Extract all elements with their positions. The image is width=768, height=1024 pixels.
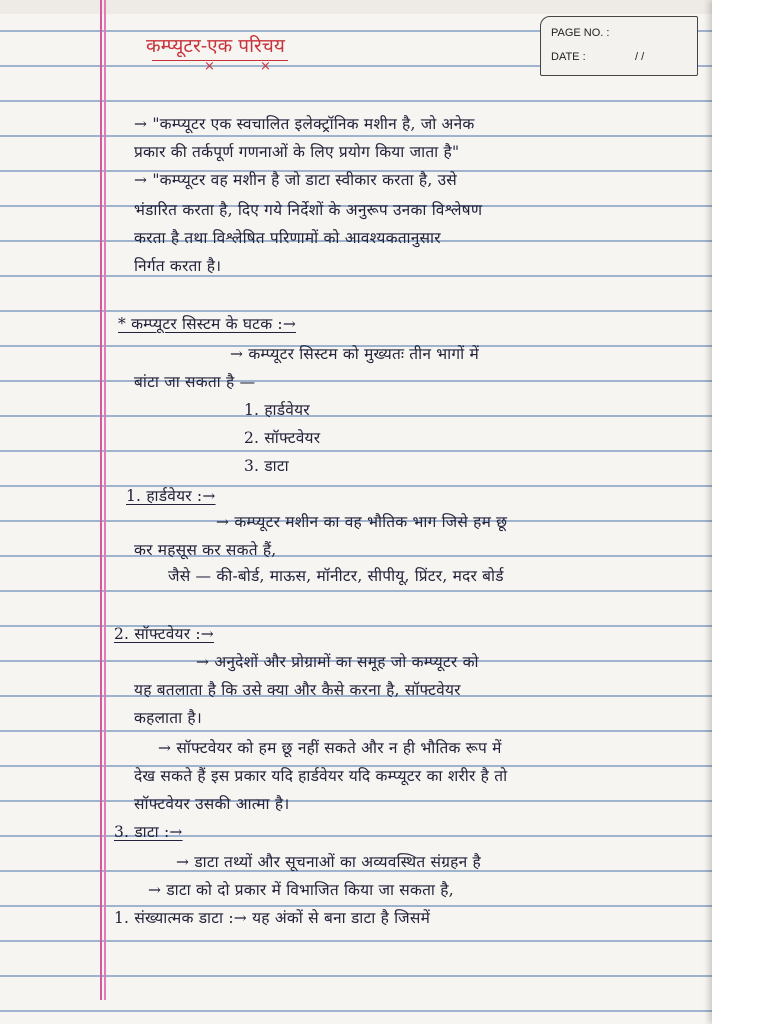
text-line: बांटा जा सकता है — xyxy=(134,373,256,391)
text-line: 1. संख्यात्मक डाटा :→ यह अंकों से बना डाटा है जिसमें xyxy=(114,909,431,927)
text-line: → अनुदेशों और प्रोग्रामों का समूह जो कम्प्यूटर को xyxy=(196,653,479,671)
date-label: DATE : xyxy=(551,51,586,63)
section-heading: 3. डाटा :→ xyxy=(114,823,183,841)
text-line: → डाटा को दो प्रकार में विभाजित किया जा सकता है, xyxy=(148,881,454,899)
text-line: → कम्प्यूटर सिस्टम को मुख्यतः तीन भागों में xyxy=(230,345,479,363)
text-line: सॉफ्टवेयर उसकी आत्मा है। xyxy=(134,795,290,813)
section-heading: 1. हार्डवेयर :→ xyxy=(126,487,216,505)
text-line: → कम्प्यूटर मशीन का वह भौतिक भाग जिसे हम छू xyxy=(216,513,508,531)
text-line: जैसे — की-बोर्ड, माऊस, मॉनीटर, सीपीयू, प्रिंटर, मदर बोर्ड xyxy=(168,567,504,585)
text-line: → "कम्प्यूटर एक स्वचालित इलेक्ट्रॉनिक मशीन है, जो अनेक xyxy=(134,115,475,133)
text-line: यह बतलाता है कि उसे क्या और कैसे करना है, सॉफ्टवेयर xyxy=(134,681,461,699)
margin-line-inner xyxy=(104,0,106,1000)
text-line: देख सकते हैं इस प्रकार यदि हार्डवेयर यदि कम्प्यूटर का शरीर है तो xyxy=(134,767,508,785)
underline-mark: × xyxy=(204,59,215,74)
text-line: → डाटा तथ्यों और सूचनाओं का अव्यवस्थित संग्रहन है xyxy=(176,853,481,871)
list-item: 1. हार्डवेयर xyxy=(244,401,310,419)
section-heading: * कम्प्यूटर सिस्टम के घटक :→ xyxy=(118,315,297,333)
section-heading: 2. सॉफ्टवेयर :→ xyxy=(114,625,214,643)
text-line: कर महसूस कर सकते हैं, xyxy=(134,541,277,559)
title-underline xyxy=(152,60,288,79)
page-right-edge xyxy=(712,0,768,1024)
text-line: कहलाता है। xyxy=(134,709,202,727)
page-no-label: PAGE NO. : xyxy=(551,27,610,39)
text-line: निर्गत करता है। xyxy=(134,257,222,275)
margin-line xyxy=(100,0,102,1000)
date-value: / / xyxy=(635,51,645,63)
underline-mark: × xyxy=(260,59,271,74)
text-line: → सॉफ्टवेयर को हम छू नहीं सकते और न ही भौतिक रूप में xyxy=(158,739,502,757)
list-item: 3. डाटा xyxy=(244,457,289,475)
text-line: करता है तथा विश्लेषित परिणामों को आवश्यकतानुसार xyxy=(134,229,441,247)
list-item: 2. सॉफ्टवेयर xyxy=(244,429,321,447)
page-top-edge xyxy=(0,0,712,14)
page-header-box xyxy=(540,16,698,76)
text-line: प्रकार की तर्कपूर्ण गणनाओं के लिए प्रयोग किया जाता है" xyxy=(134,143,460,161)
text-line: → "कम्प्यूटर वह मशीन है जो डाटा स्वीकार करता है, उसे xyxy=(134,171,457,189)
text-line: भंडारित करता है, दिए गये निर्देशों के अनुरूप उनका विश्लेषण xyxy=(134,201,483,219)
page-title: कम्प्यूटर-एक परिचय xyxy=(146,35,285,57)
